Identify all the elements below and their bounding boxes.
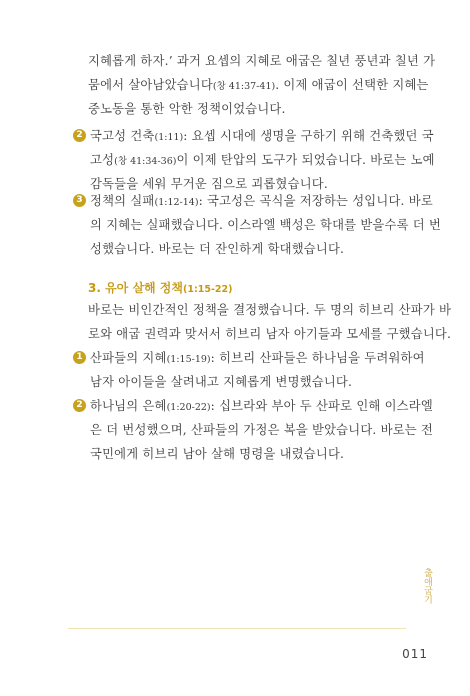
scripture-reference: (1:15-19): [166, 354, 211, 365]
list-number-badge: 1: [73, 351, 86, 364]
text-line: 의 지혜는 실패했습니다. 이스라엘 백성은 학대를 받을수록 더 번: [90, 218, 442, 232]
text-line: 지혜롭게 하자.’ 과거 요셉의 지혜로 애굽은 칠년 풍년과 칠년 가: [88, 54, 436, 68]
scripture-reference: (창 41:34-36): [114, 156, 177, 167]
text-line: 은 더 번성했으며, 산파들의 가정은 복을 받았습니다. 바로는 전: [90, 423, 434, 437]
scripture-reference: (창 41:37-41): [212, 81, 276, 92]
text-line: 바로는 비인간적인 정책을 결정했습니다. 두 명의 히브리 산파가 바: [88, 303, 452, 317]
list-number-badge: 2: [73, 399, 86, 412]
text-line: 로와 애굽 권력과 맞서서 히브리 남자 아기들과 모세를 구했습니다.: [88, 327, 452, 341]
text-line: 뭄에서 살아남았습니다(창 41:37-41). 이제 애굽이 선택한 지혜는: [88, 78, 429, 92]
text-line: 고성(창 41:34-36)이 이제 탄압의 도구가 되었습니다. 바로는 노예: [90, 153, 435, 167]
text-line: 남자 아이들을 살려내고 지혜롭게 변명했습니다.: [90, 375, 353, 389]
chapter-side-tab: 출애굽기: [422, 568, 432, 604]
text-line: 성했습니다. 바로는 더 잔인하게 학대했습니다.: [90, 242, 345, 256]
scripture-reference: (1:20-22): [166, 402, 211, 413]
scripture-reference: (1:15-22): [183, 284, 233, 295]
text-line: 감독들을 세워 무거운 짐으로 괴롭혔습니다.: [90, 177, 328, 191]
text-line: 하나님의 은혜(1:20-22): 십브라와 부아 두 산파로 인해 이스라엘: [90, 399, 433, 413]
section-heading: 3. 유아 살해 정책(1:15-22): [88, 281, 233, 295]
list-number-badge: 3: [73, 194, 86, 207]
scripture-reference: (1:11): [154, 132, 184, 143]
text-line: 중노동을 통한 악한 정책이었습니다.: [88, 102, 286, 116]
footer-divider: [68, 628, 406, 629]
text-line: 산파들의 지혜(1:15-19): 히브리 산파들은 하나님을 두려워하여: [90, 351, 425, 365]
page-number: 011: [402, 647, 428, 661]
text-line: 국민에게 히브리 남아 살해 명령을 내렸습니다.: [90, 447, 345, 461]
text-line: 정책의 실패(1:12-14): 국고성은 곡식을 저장하는 성입니다. 바로: [90, 194, 433, 208]
list-number-badge: 2: [73, 129, 86, 142]
scripture-reference: (1:12-14): [154, 197, 199, 208]
text-line: 국고성 건축(1:11): 요셉 시대에 생명을 구하기 위해 건축했던 국: [90, 129, 434, 143]
